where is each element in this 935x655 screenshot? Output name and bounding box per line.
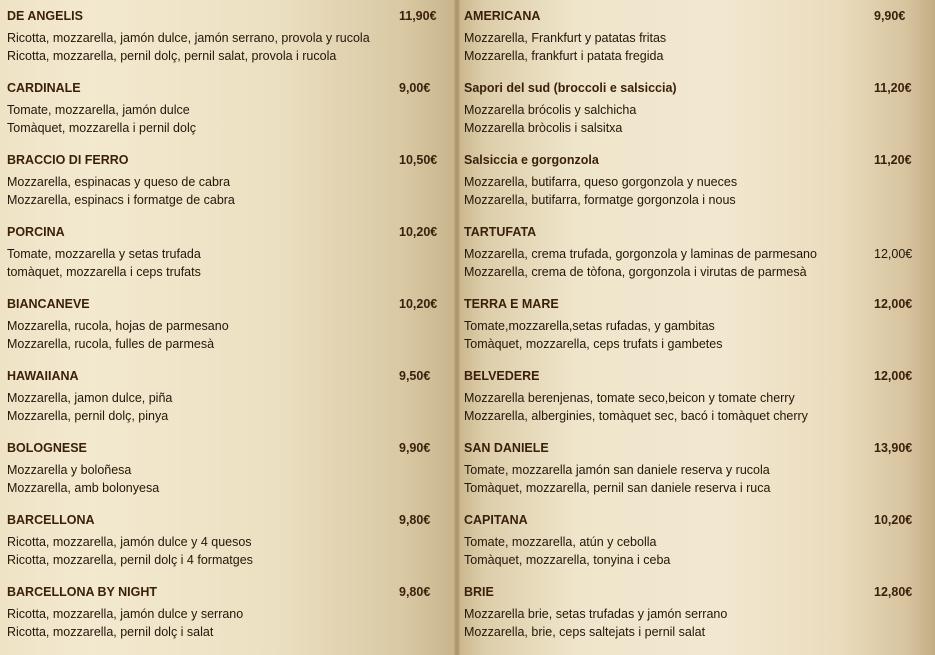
item-description-es: Mozzarella berenjenas, tomate seco,beicon y tomate cherry	[464, 391, 795, 405]
menu-item-header	[464, 223, 919, 241]
item-description-ca: Ricotta, mozzarella, pernil dolç, pernil salat, provola i rucola	[7, 49, 337, 63]
item-description-es: Tomate, mozzarella, jamón dulce	[7, 103, 190, 117]
item-name: Sapori del sud (broccoli e salsiccia)	[464, 81, 677, 95]
item-name: BIANCANEVE	[7, 297, 90, 311]
menu-item-header	[464, 7, 919, 25]
item-price: 13,90€	[874, 441, 913, 455]
item-description-ca: Ricotta, mozzarella, pernil dolç i 4 formatges	[7, 553, 253, 567]
menu-item-header	[7, 367, 447, 385]
item-name: HAWAIIANA	[7, 369, 79, 383]
menu-item-header	[464, 511, 919, 529]
menu-item-header	[464, 439, 919, 457]
item-description-es: Mozzarella, espinacas y queso de cabra	[7, 175, 231, 189]
item-name: BELVEDERE	[464, 369, 540, 383]
item-price: 11,20€	[874, 153, 912, 167]
menu-item	[7, 7, 447, 65]
item-description-ca: Tomàquet, mozzarella i pernil dolç	[7, 121, 196, 135]
menu-item-header	[464, 295, 919, 313]
menu-column-left	[0, 0, 456, 655]
menu-item	[7, 511, 447, 569]
item-name: BRIE	[464, 585, 494, 599]
item-description-es: Ricotta, mozzarella, jamón dulce, jamón serrano, provola y rucola	[7, 31, 370, 45]
menu-item	[7, 295, 447, 353]
menu-item-header	[7, 223, 447, 241]
item-name: AMERICANA	[464, 9, 541, 23]
item-price: 9,90€	[874, 9, 906, 23]
item-name: BARCELLONA	[7, 513, 95, 527]
menu-item-header	[464, 151, 919, 169]
menu-item	[7, 79, 447, 137]
item-price: 9,80€	[399, 513, 431, 527]
item-price: 11,90€	[399, 9, 437, 23]
item-description-ca: Mozzarella, alberginies, tomàquet sec, bacó i tomàquet cherry	[464, 409, 808, 423]
item-description-es: Mozzarella, Frankfurt y patatas fritas	[464, 31, 667, 45]
item-description-es: Mozzarella, crema trufada, gorgonzola y laminas de parmesano	[464, 247, 817, 261]
item-name: SAN DANIELE	[464, 441, 549, 455]
menu-item	[7, 151, 447, 209]
menu-item	[7, 583, 447, 641]
item-price: 9,00€	[399, 81, 431, 95]
item-description-ca: Mozzarella, brie, ceps saltejats i pernil salat	[464, 625, 706, 639]
menu-item-header	[7, 439, 447, 457]
menu-item-header	[464, 583, 919, 601]
item-description-es: Tomate, mozzarella jamón san daniele reserva y rucola	[464, 463, 770, 477]
menu-item-header	[7, 511, 447, 529]
item-price: 12,00€	[874, 369, 913, 383]
item-description-es: Mozzarella brócolis y salchicha	[464, 103, 637, 117]
item-price: 11,20€	[874, 81, 912, 95]
menu-item-header	[7, 583, 447, 601]
item-description-es: Tomate, mozzarella y setas trufada	[7, 247, 201, 261]
item-name: TERRA E MARE	[464, 297, 559, 311]
item-price: 12,00€	[874, 297, 913, 311]
item-description-ca: tomàquet, mozzarella i ceps trufats	[7, 265, 201, 279]
menu-item	[464, 511, 919, 569]
item-description-es: Mozzarella brie, setas trufadas y jamón serrano	[464, 607, 728, 621]
item-price: 12,00€	[874, 247, 913, 261]
item-description-ca: Ricotta, mozzarella, pernil dolç i salat	[7, 625, 214, 639]
menu-item	[464, 439, 919, 497]
item-description-ca: Mozzarella, amb bolonyesa	[7, 481, 160, 495]
menu-item	[7, 439, 447, 497]
item-description-es: Mozzarella, jamon dulce, piña	[7, 391, 173, 405]
item-description-es: Mozzarella, rucola, hojas de parmesano	[7, 319, 229, 333]
item-description-es: Mozzarella, butifarra, queso gorgonzola y nueces	[464, 175, 738, 189]
item-name: PORCINA	[7, 225, 65, 239]
menu-item	[464, 223, 919, 281]
item-name: BARCELLONA BY NIGHT	[7, 585, 157, 599]
item-name: CARDINALE	[7, 81, 81, 95]
item-description-ca: Mozzarella, rucola, fulles de parmesà	[7, 337, 215, 351]
item-description-es: Tomate, mozzarella, atún y cebolla	[464, 535, 657, 549]
menu-column-right	[456, 0, 935, 655]
menu-item-header	[7, 7, 447, 25]
item-name: CAPITANA	[464, 513, 528, 527]
item-price: 9,90€	[399, 441, 431, 455]
item-name: DE ANGELIS	[7, 9, 83, 23]
menu-item	[464, 151, 919, 209]
item-description-ca: Tomàquet, mozzarella, tonyina i ceba	[464, 553, 671, 567]
item-price: 10,20€	[399, 225, 438, 239]
menu-item	[7, 223, 447, 281]
menu-item	[7, 367, 447, 425]
item-description-ca: Tomàquet, mozzarella, ceps trufats i gambetes	[464, 337, 723, 351]
item-name: Salsiccia e gorgonzola	[464, 153, 599, 167]
page-fold	[454, 0, 460, 655]
item-description-ca: Mozzarella, espinacs i formatge de cabra	[7, 193, 235, 207]
menu-item-header	[464, 79, 919, 97]
item-description-ca: Mozzarella, butifarra, formatge gorgonzola i nous	[464, 193, 736, 207]
item-price: 9,50€	[399, 369, 431, 383]
item-description-es: Mozzarella y boloñesa	[7, 463, 132, 477]
item-description-es: Tomate,mozzarella,setas rufadas, y gambitas	[464, 319, 715, 333]
item-description-ca: Tomàquet, mozzarella, pernil san daniele reserva i ruca	[464, 481, 771, 495]
item-name: TARTUFATA	[464, 225, 537, 239]
item-description-ca: Mozzarella, frankfurt i patata fregida	[464, 49, 664, 63]
item-description-ca: Mozzarella, pernil dolç, pinya	[7, 409, 169, 423]
item-name: BOLOGNESE	[7, 441, 87, 455]
item-price: 9,80€	[399, 585, 431, 599]
menu-item	[464, 583, 919, 641]
item-description-es: Ricotta, mozzarella, jamón dulce y serrano	[7, 607, 244, 621]
menu-item-header	[7, 151, 447, 169]
item-price: 12,80€	[874, 585, 913, 599]
item-price: 10,50€	[399, 153, 438, 167]
menu-item	[464, 295, 919, 353]
menu-item	[464, 79, 919, 137]
menu-item	[464, 7, 919, 65]
item-price: 10,20€	[874, 513, 913, 527]
item-description-ca: Mozzarella bròcolis i salsitxa	[464, 121, 623, 135]
item-description-ca: Mozzarella, crema de tòfona, gorgonzola i virutas de parmesà	[464, 265, 807, 279]
menu-item-header	[464, 367, 919, 385]
menu-item	[464, 367, 919, 425]
menu-item-header	[7, 79, 447, 97]
menu-item-header	[7, 295, 447, 313]
item-price: 10,20€	[399, 297, 438, 311]
item-description-es: Ricotta, mozzarella, jamón dulce y 4 quesos	[7, 535, 252, 549]
item-name: BRACCIO DI FERRO	[7, 153, 129, 167]
